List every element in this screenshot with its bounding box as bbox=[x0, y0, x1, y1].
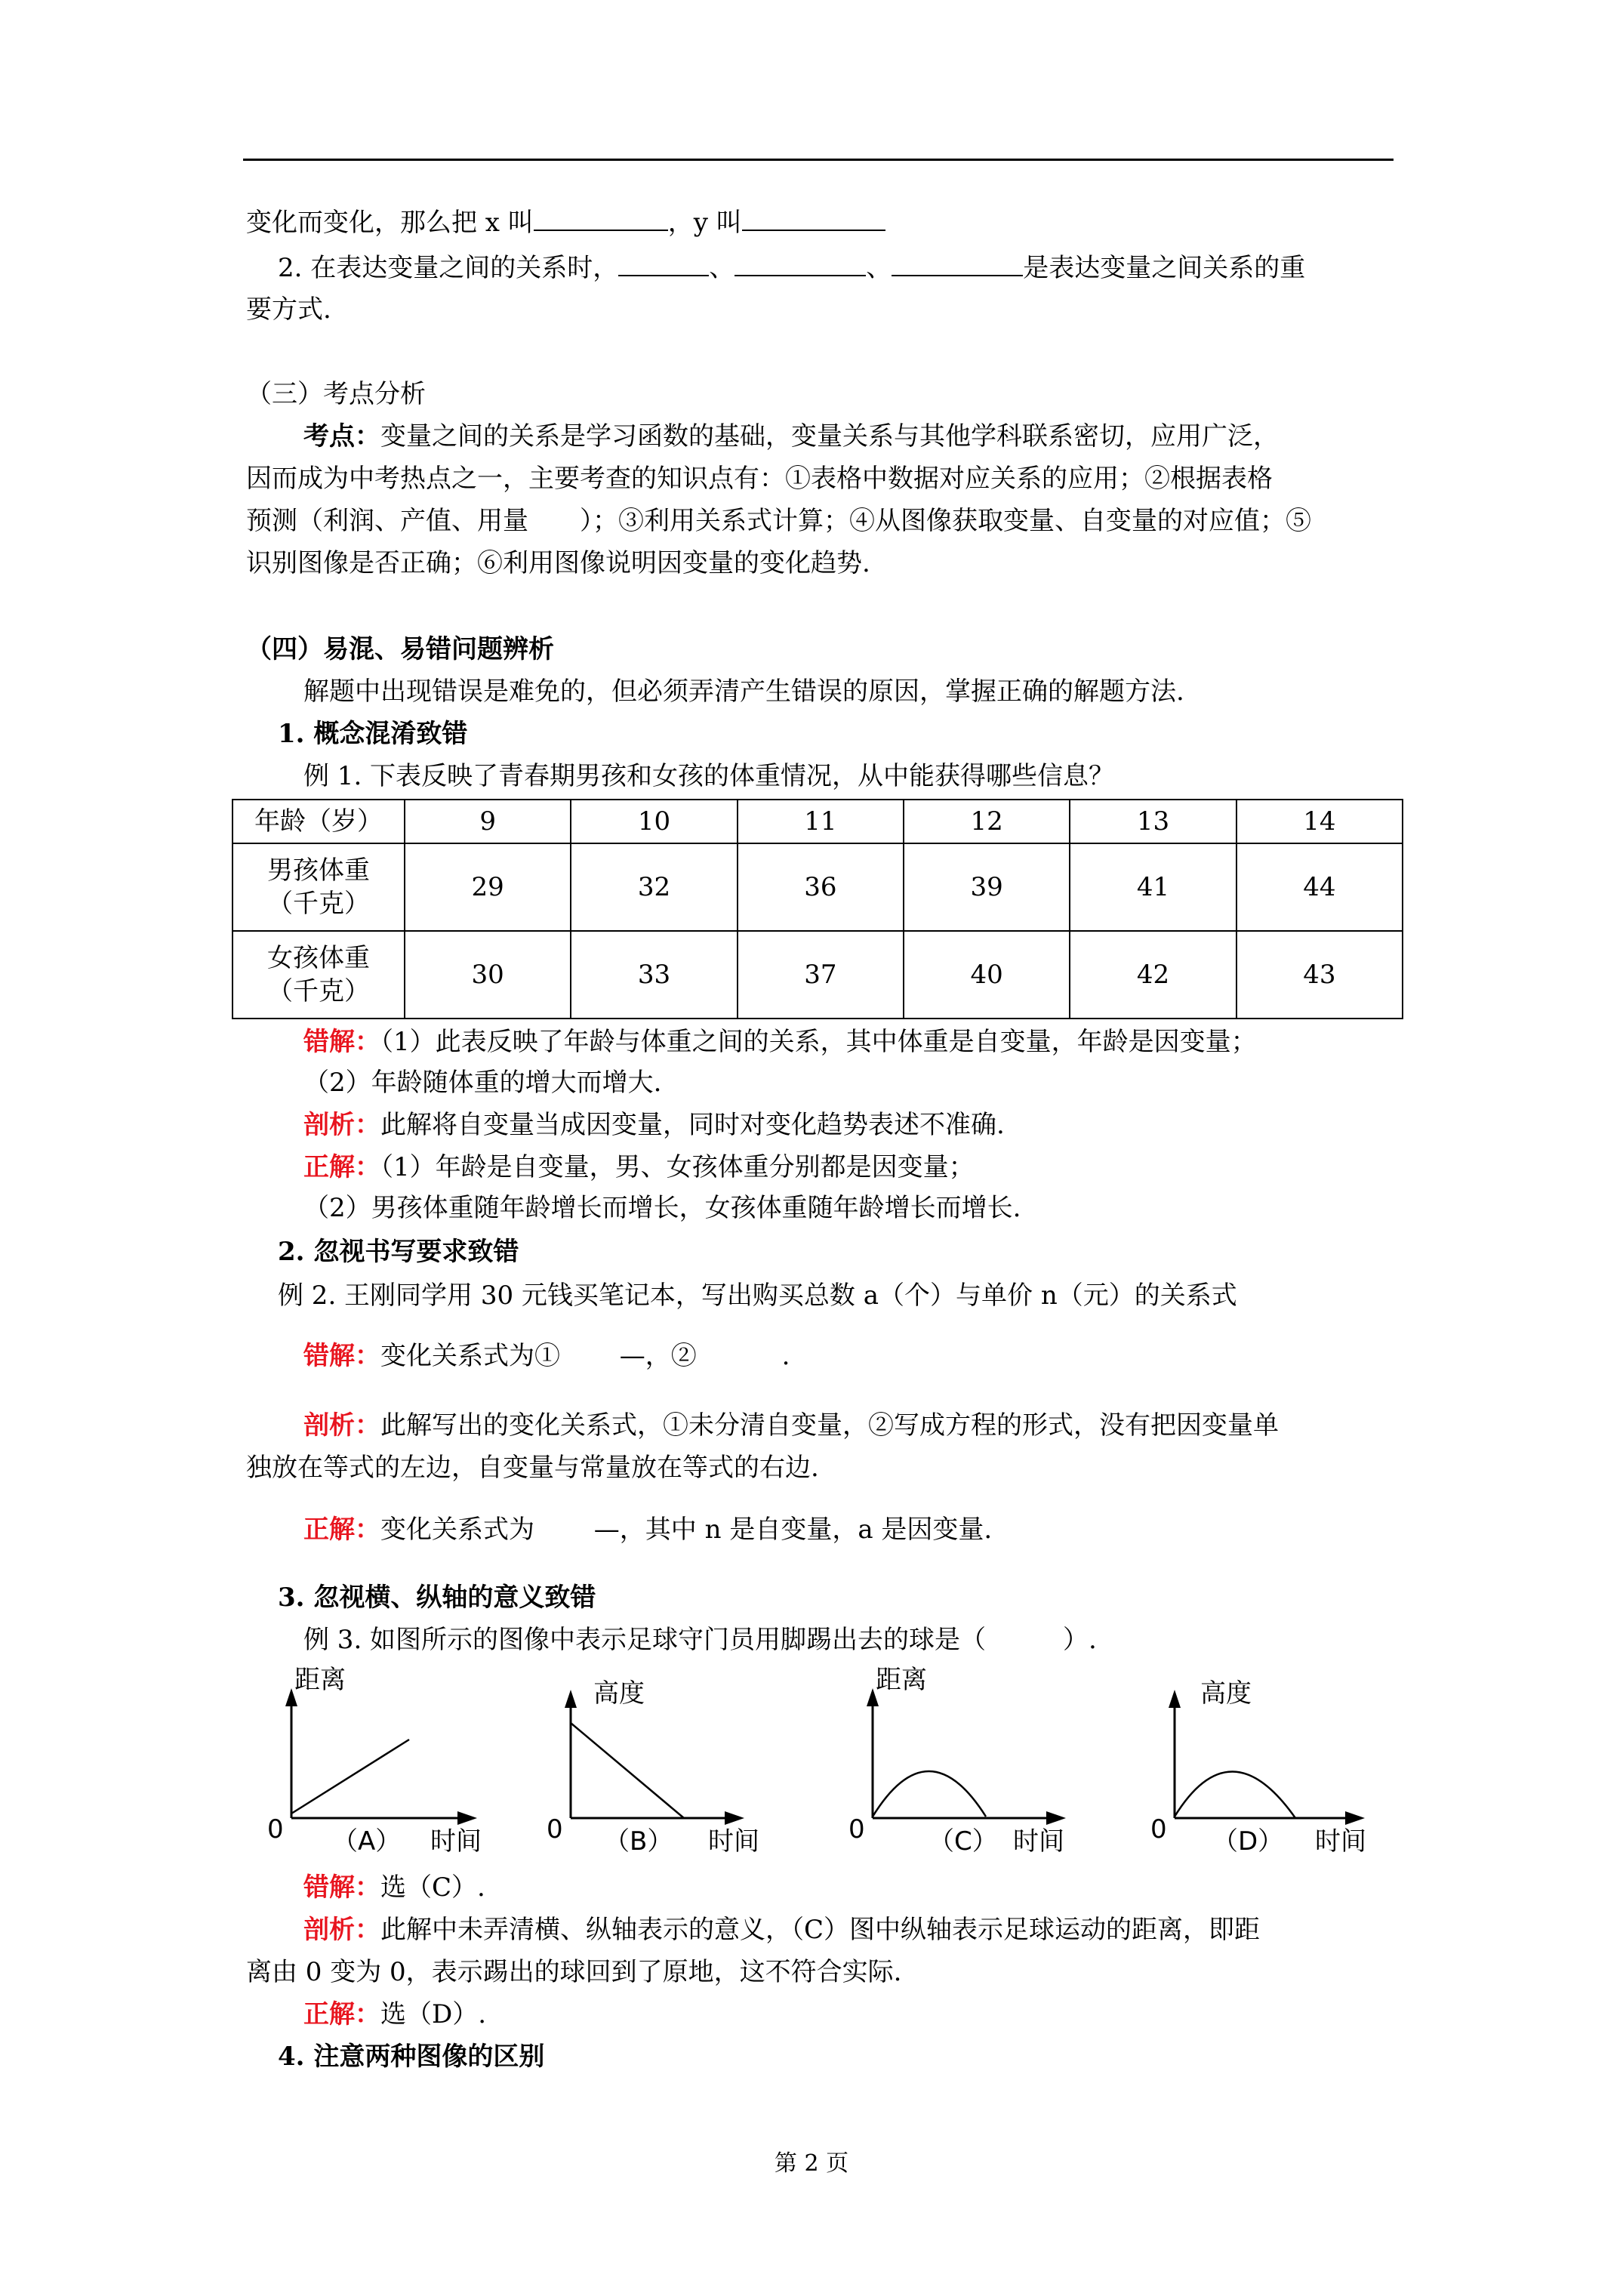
separator: 、 bbox=[709, 253, 735, 283]
intro-text: 2. 在表达变量之间的关系时， bbox=[278, 253, 619, 283]
item-1-wrong bbox=[303, 1025, 1257, 1059]
table-cell: 30 bbox=[405, 931, 571, 1019]
graph-a-ylabel: 距离 bbox=[294, 1665, 346, 1695]
row-label-unit: （千克） bbox=[267, 976, 370, 1006]
graph-a-line bbox=[291, 1740, 409, 1814]
graph-a-xlabel: 时间 bbox=[430, 1826, 482, 1857]
graph-c-curve bbox=[873, 1771, 986, 1817]
analysis-label: 剖析： bbox=[303, 1915, 380, 1945]
table-cell: 42 bbox=[1070, 931, 1236, 1019]
section-3-heading: （三）考点分析 bbox=[246, 379, 426, 409]
graph-d bbox=[1147, 1673, 1397, 1869]
table-header-cell: 12 bbox=[904, 800, 1070, 843]
table-header-cell: 10 bbox=[571, 800, 737, 843]
table-cell: 29 bbox=[405, 843, 571, 931]
section-3-p3: 预测（利润、产值、用量 ）；③利用关系式计算；④从图像获取变量、自变量的对应值；⑤ bbox=[246, 506, 1311, 536]
row-label-unit: （千克） bbox=[267, 889, 370, 919]
graph-d-tag: （D） bbox=[1212, 1826, 1284, 1857]
item-1-wrong-2: （2）年龄随体重的增大而增大. bbox=[303, 1068, 662, 1098]
section-3-text: 变量之间的关系是学习函数的基础，变量关系与其他学科联系密切，应用广泛， bbox=[380, 421, 1279, 451]
blank-x bbox=[534, 205, 668, 231]
graph-d-xlabel: 时间 bbox=[1315, 1826, 1366, 1857]
graph-b-line bbox=[571, 1723, 684, 1818]
separator: 、 bbox=[866, 253, 892, 283]
graph-c-origin: 0 bbox=[848, 1814, 865, 1845]
correct-label: 正解： bbox=[303, 1152, 380, 1182]
table-header-cell: 11 bbox=[738, 800, 904, 843]
item-1-correct bbox=[303, 1151, 975, 1184]
item-2-wrong bbox=[303, 1339, 790, 1373]
intro-line-1 bbox=[246, 205, 885, 239]
table-cell: 32 bbox=[571, 843, 737, 931]
analysis-text: 此解将自变量当成因变量，同时对变化趋势表述不准确. bbox=[380, 1110, 1005, 1140]
item-1-title: 1. 概念混淆致错 bbox=[278, 719, 468, 749]
graph-b-origin: 0 bbox=[547, 1814, 563, 1845]
graph-c-ylabel: 距离 bbox=[876, 1665, 927, 1695]
section-3-p2: 因而成为中考热点之一，主要考查的知识点有：①表格中数据对应关系的应用；②根据表格 bbox=[246, 464, 1273, 494]
table-header-cell: 9 bbox=[405, 800, 571, 843]
graph-a bbox=[264, 1658, 506, 1869]
y-axis-arrow-icon bbox=[1169, 1690, 1181, 1708]
blank-3 bbox=[892, 251, 1023, 276]
intro-line-2 bbox=[278, 251, 1305, 285]
item-2-analysis-2: 独放在等式的左边，自变量与常量放在等式的右边. bbox=[246, 1453, 819, 1483]
item-3-analysis bbox=[303, 1913, 1260, 1946]
table-header-cell: 年龄（岁） bbox=[233, 800, 405, 843]
correct-text: 变化关系式为 —，其中 n 是自变量，a 是因变量. bbox=[380, 1515, 993, 1545]
table-cell: 33 bbox=[571, 931, 737, 1019]
item-1-analysis bbox=[303, 1108, 1005, 1142]
table-cell: 43 bbox=[1236, 931, 1403, 1019]
item-2-analysis bbox=[303, 1409, 1279, 1442]
section-3-p4: 识别图像是否正确；⑥利用图像说明因变量的变化趋势. bbox=[246, 548, 870, 578]
item-3-example: 例 3. 如图所示的图像中表示足球守门员用脚踢出去的球是（ ）. bbox=[303, 1625, 1097, 1655]
correct-text: （1）年龄是自变量，男、女孩体重分别都是因变量； bbox=[380, 1152, 975, 1182]
wrong-label: 错解： bbox=[303, 1027, 380, 1057]
x-axis-arrow-icon bbox=[457, 1811, 477, 1825]
analysis-text: 此解写出的变化关系式，①未分清自变量，②写成方程的形式，没有把因变量单 bbox=[380, 1410, 1279, 1441]
analysis-label: 剖析： bbox=[303, 1410, 380, 1441]
page-number: 第 2 页 bbox=[774, 2150, 849, 2177]
table-cell: 44 bbox=[1236, 843, 1403, 931]
correct-label: 正解： bbox=[303, 1999, 380, 2029]
table-header-cell: 14 bbox=[1236, 800, 1403, 843]
wrong-text: 选（C）. bbox=[380, 1872, 485, 1903]
analysis-text: 此解中未弄清横、纵轴表示的意义，（C）图中纵轴表示足球运动的距离，即距 bbox=[380, 1915, 1261, 1945]
table-row bbox=[233, 800, 1403, 843]
intro-line-3: 要方式. bbox=[246, 294, 331, 325]
graph-d-curve bbox=[1175, 1771, 1295, 1818]
correct-label: 正解： bbox=[303, 1515, 380, 1545]
row-label-text: 男孩体重 bbox=[267, 855, 370, 886]
row-label-girl bbox=[233, 931, 405, 1019]
graph-b bbox=[544, 1673, 770, 1869]
graph-b-tag: （B） bbox=[604, 1826, 673, 1857]
item-3-correct bbox=[303, 1998, 486, 2031]
item-1-example: 例 1. 下表反映了青春期男孩和女孩的体重情况，从中能获得哪些信息？ bbox=[303, 761, 1115, 791]
item-2-example: 例 2. 王刚同学用 30 元钱买笔记本，写出购买总数 a（个）与单价 n（元）的关系式 bbox=[278, 1281, 1237, 1311]
graph-d-origin: 0 bbox=[1150, 1814, 1167, 1845]
item-3-title: 3. 忽视横、纵轴的意义致错 bbox=[278, 1583, 596, 1613]
table-cell: 41 bbox=[1070, 843, 1236, 931]
weight-table bbox=[232, 799, 1403, 1019]
item-4-title: 4. 注意两种图像的区别 bbox=[278, 2042, 545, 2072]
correct-text: 选（D）. bbox=[380, 1999, 487, 2029]
section-4-heading: （四）易混、易错问题辨析 bbox=[246, 634, 554, 664]
section-3-p1 bbox=[303, 420, 1279, 453]
graph-d-ylabel: 高度 bbox=[1200, 1678, 1252, 1709]
graph-c-tag: （C） bbox=[929, 1826, 998, 1857]
intro-text: ，y 叫 bbox=[667, 208, 742, 238]
item-1-correct-2: （2）男孩体重随年龄增长而增长，女孩体重随年龄增长而增长. bbox=[303, 1193, 1021, 1223]
table-row bbox=[233, 931, 1403, 1019]
graph-a-tag: （A） bbox=[332, 1826, 402, 1857]
blank-2 bbox=[735, 251, 866, 276]
table-cell: 40 bbox=[904, 931, 1070, 1019]
item-3-wrong bbox=[303, 1871, 485, 1904]
x-axis-arrow-icon bbox=[725, 1811, 744, 1825]
graph-c bbox=[845, 1658, 1095, 1869]
item-2-correct bbox=[303, 1513, 992, 1546]
table-row bbox=[233, 843, 1403, 931]
row-label-boy bbox=[233, 843, 405, 931]
intro-text: 是表达变量之间关系的重 bbox=[1023, 253, 1306, 283]
row-label-text: 女孩体重 bbox=[267, 943, 370, 973]
header-rule bbox=[243, 159, 1394, 161]
analysis-label: 剖析： bbox=[303, 1110, 380, 1140]
section-3-label: 考点： bbox=[303, 421, 380, 451]
y-axis-arrow-icon bbox=[565, 1690, 577, 1708]
wrong-label: 错解： bbox=[303, 1341, 380, 1371]
table-cell: 37 bbox=[738, 931, 904, 1019]
wrong-label: 错解： bbox=[303, 1872, 380, 1903]
section-4-intro: 解题中出现错误是难免的，但必须弄清产生错误的原因，掌握正确的解题方法. bbox=[303, 676, 1184, 707]
graph-b-xlabel: 时间 bbox=[708, 1826, 759, 1857]
x-axis-arrow-icon bbox=[1345, 1811, 1365, 1825]
wrong-text: 变化关系式为① —，② . bbox=[380, 1341, 790, 1371]
item-2-title: 2. 忽视书写要求致错 bbox=[278, 1237, 519, 1267]
graph-a-origin: 0 bbox=[267, 1814, 284, 1845]
graph-c-xlabel: 时间 bbox=[1013, 1826, 1064, 1857]
table-header-cell: 13 bbox=[1070, 800, 1236, 843]
x-axis-arrow-icon bbox=[1046, 1811, 1066, 1825]
table-cell: 36 bbox=[738, 843, 904, 931]
blank-y bbox=[742, 205, 885, 231]
table-cell: 39 bbox=[904, 843, 1070, 931]
blank-1 bbox=[618, 251, 709, 276]
item-3-analysis-2: 离由 0 变为 0，表示踢出的球回到了原地，这不符合实际. bbox=[246, 1957, 902, 1987]
graph-b-ylabel: 高度 bbox=[593, 1678, 645, 1709]
wrong-text: （1）此表反映了年龄与体重之间的关系，其中体重是自变量，年龄是因变量； bbox=[380, 1027, 1257, 1057]
intro-text: 变化而变化，那么把 x 叫 bbox=[246, 208, 534, 238]
